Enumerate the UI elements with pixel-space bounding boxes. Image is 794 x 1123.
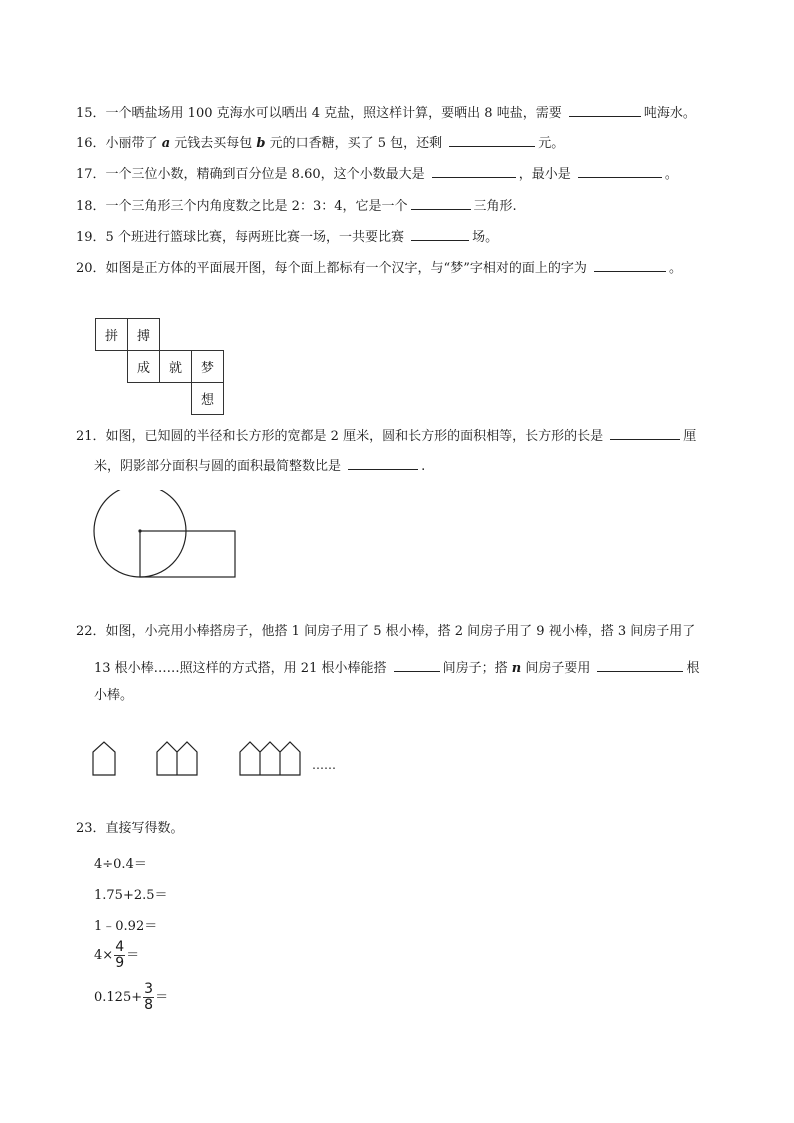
answer-blank[interactable] bbox=[449, 134, 535, 147]
question-text: 间房子；搭 bbox=[442, 661, 512, 676]
stick-houses-figure bbox=[90, 740, 310, 780]
question-text: 13 根小棒……照这样的方式搭，用 21 根小棒能搭 bbox=[94, 661, 391, 676]
question-text: 一个三角形三个内角度数之比是 2：3：4，它是一个 bbox=[105, 199, 408, 214]
cube-face: 成 bbox=[127, 350, 160, 383]
answer-blank[interactable] bbox=[432, 165, 516, 178]
variable-n: n bbox=[511, 661, 522, 676]
answer-blank[interactable] bbox=[594, 259, 666, 272]
house-1 bbox=[93, 742, 115, 775]
question-text: 根 bbox=[686, 661, 700, 676]
calculation-4 bbox=[94, 940, 139, 971]
question-23 bbox=[76, 821, 184, 837]
calculation-1: 4÷0.4＝ bbox=[94, 857, 147, 872]
calculation-3: 1﹣0.92＝ bbox=[94, 919, 158, 934]
question-text: 一个三位小数，精确到百分位是 8.60，这个小数最大是 bbox=[105, 167, 429, 182]
calc-equals: ＝ bbox=[126, 948, 140, 963]
question-20 bbox=[76, 259, 682, 277]
question-text: 。 bbox=[668, 261, 682, 276]
fraction-denominator: 8 bbox=[144, 997, 154, 1013]
fraction-numerator: 3 bbox=[144, 981, 154, 997]
question-22-continued bbox=[94, 659, 700, 677]
question-text: 小棒。 bbox=[94, 688, 134, 703]
answer-blank[interactable] bbox=[411, 228, 469, 241]
house-2 bbox=[157, 742, 197, 775]
rectangle-shape bbox=[140, 531, 235, 577]
answer-blank[interactable] bbox=[394, 659, 440, 672]
question-number: 22． bbox=[76, 624, 106, 639]
question-22 bbox=[76, 624, 695, 640]
question-number: 17． bbox=[76, 167, 106, 182]
question-15 bbox=[76, 104, 696, 122]
question-text: 5 个班进行篮球比赛，每两班比赛一场，一共要比赛 bbox=[105, 230, 409, 245]
question-16 bbox=[76, 134, 564, 152]
answer-blank[interactable] bbox=[411, 197, 471, 210]
variable-a: a bbox=[161, 136, 171, 151]
calc-prefix: 4× bbox=[94, 948, 114, 963]
question-text: 一个晒盐场用 100 克海水可以晒出 4 克盐，照这样计算，要晒出 8 吨盐，需要 bbox=[105, 106, 566, 121]
calculation-2: 1.75+2.5＝ bbox=[94, 888, 168, 903]
cube-face: 想 bbox=[191, 382, 224, 415]
calc-prefix: 0.125+ bbox=[94, 990, 143, 1005]
houses-ellipsis: …… bbox=[312, 758, 336, 772]
question-19 bbox=[76, 228, 498, 246]
question-text: . bbox=[421, 459, 426, 474]
fraction bbox=[143, 982, 154, 1013]
question-text: 小丽带了 bbox=[105, 136, 162, 151]
question-text: 如图是正方体的平面展开图，每个面上都标有一个汉字，与“梦”字相对的面上的字为 bbox=[105, 261, 591, 276]
answer-blank[interactable] bbox=[597, 659, 683, 672]
question-17 bbox=[76, 165, 678, 183]
answer-blank[interactable] bbox=[348, 457, 418, 470]
cube-face: 搏 bbox=[127, 318, 160, 351]
question-number: 21． bbox=[76, 429, 106, 444]
question-18 bbox=[76, 197, 517, 215]
question-number: 23． bbox=[76, 821, 106, 836]
question-text: 间房子要用 bbox=[521, 661, 595, 676]
question-text: 三角形. bbox=[473, 199, 517, 214]
circle-rectangle-figure bbox=[88, 490, 248, 582]
question-text: 如图，已知圆的半径和长方形的宽都是 2 厘米，圆和长方形的面积相等，长方形的长是 bbox=[105, 429, 608, 444]
circle-center-dot bbox=[138, 529, 141, 532]
question-number: 20． bbox=[76, 261, 106, 276]
calculation-5 bbox=[94, 982, 168, 1013]
answer-blank[interactable] bbox=[569, 104, 641, 117]
question-21-continued bbox=[94, 457, 425, 475]
question-text: ，最小是 bbox=[518, 167, 575, 182]
question-22-continued bbox=[94, 688, 133, 704]
question-number: 19． bbox=[76, 230, 106, 245]
question-text: 场。 bbox=[472, 230, 499, 245]
question-number: 15． bbox=[76, 106, 106, 121]
question-text: 吨海水。 bbox=[643, 106, 696, 121]
answer-blank[interactable] bbox=[578, 165, 662, 178]
fraction-denominator: 9 bbox=[115, 955, 125, 971]
variable-b: b bbox=[256, 136, 266, 151]
question-21 bbox=[76, 427, 696, 445]
fraction-numerator: 4 bbox=[115, 939, 125, 955]
cube-face: 梦 bbox=[191, 350, 224, 383]
cube-face: 就 bbox=[159, 350, 192, 383]
question-text: 直接写得数。 bbox=[105, 821, 184, 836]
question-number: 16． bbox=[76, 136, 106, 151]
question-text: 元的口香糖，买了 5 包，还剩 bbox=[265, 136, 447, 151]
question-text: 元钱去买每包 bbox=[170, 136, 257, 151]
question-text: 如图，小亮用小棒搭房子，他搭 1 间房子用了 5 根小棒，搭 2 间房子用了 9 视小棒，搭 3 间房子用了 bbox=[105, 624, 696, 639]
calc-equals: ＝ bbox=[155, 990, 169, 1005]
cube-face: 拼 bbox=[95, 318, 128, 351]
question-text: 米，阴影部分面积与圆的面积最简整数比是 bbox=[94, 459, 346, 474]
question-text: 元。 bbox=[538, 136, 565, 151]
question-text: 厘 bbox=[683, 429, 697, 444]
answer-blank[interactable] bbox=[610, 427, 680, 440]
fraction bbox=[114, 940, 125, 971]
question-text: 。 bbox=[664, 167, 678, 182]
question-number: 18． bbox=[76, 199, 106, 214]
house-3 bbox=[240, 742, 300, 775]
